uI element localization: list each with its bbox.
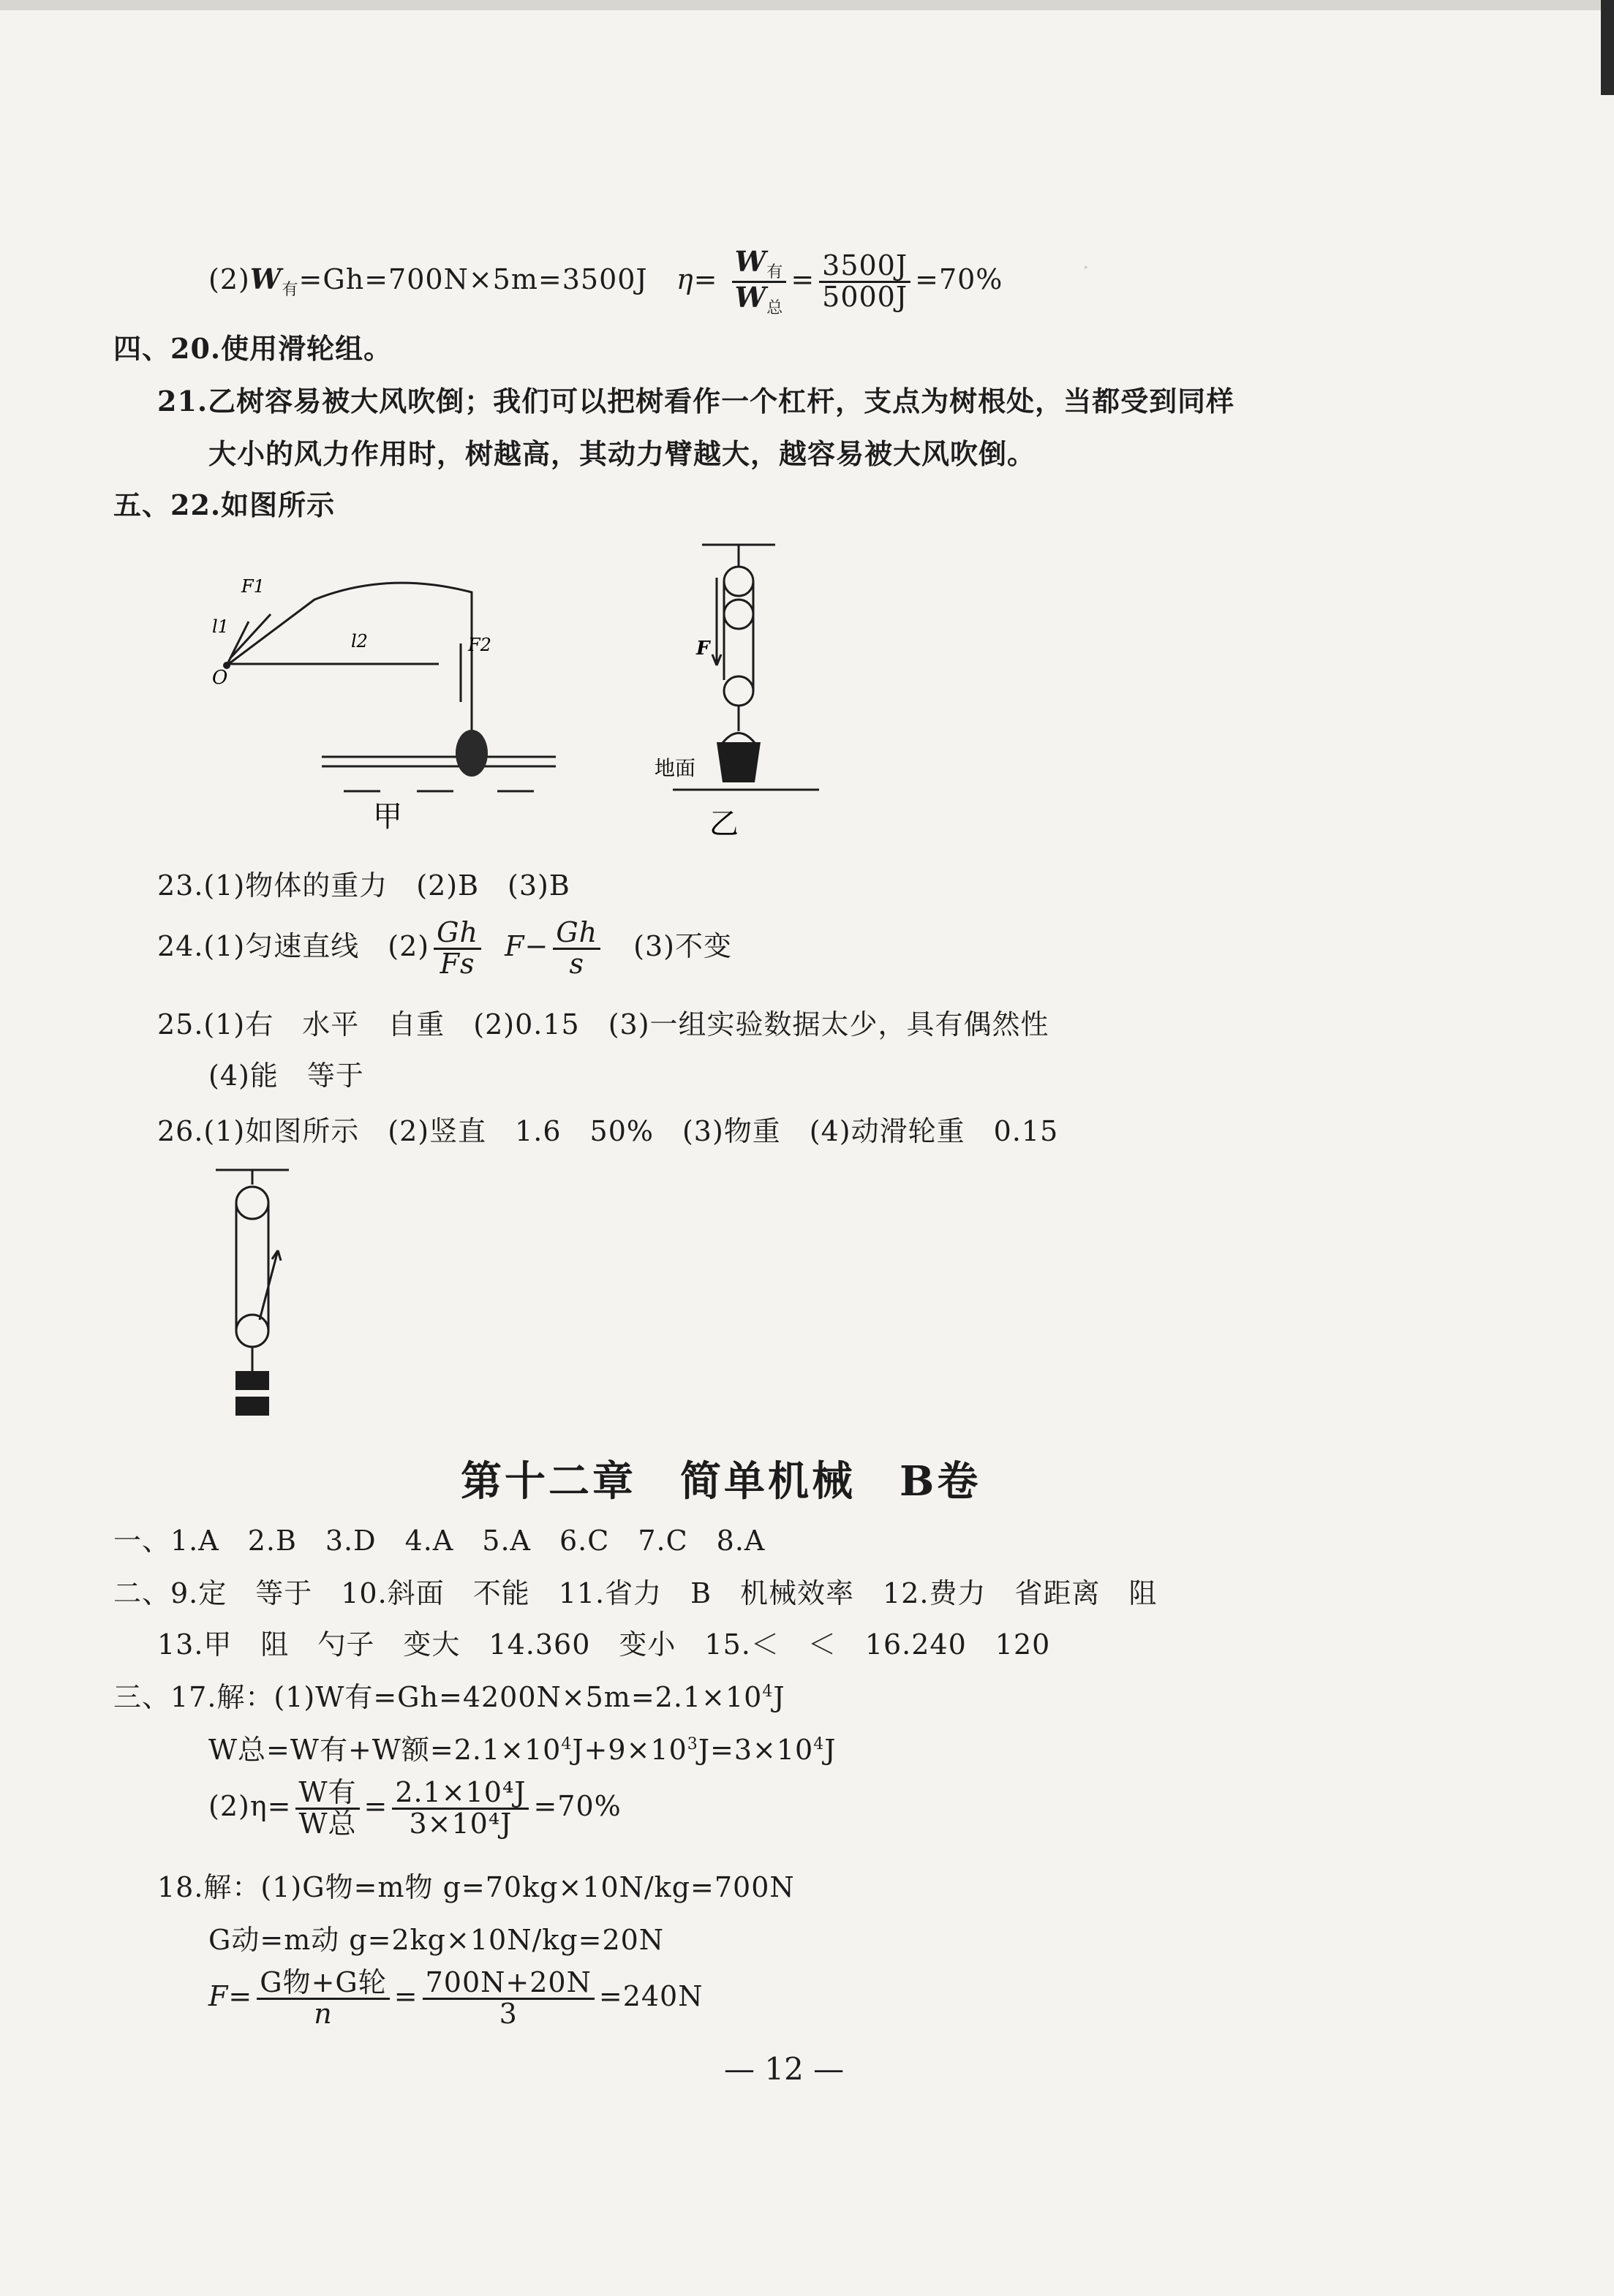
answer-24: 24.(1)匀速直线 (2) $\frac{Gh}{Fs}$ F− $\frac{Gh}{s}$ (3)不变 <box>157 916 732 980</box>
fixed-pulley <box>236 1187 268 1219</box>
fixed-pulley <box>724 567 753 596</box>
answer-26: 26.(1)如图所示 (2)竖直 1.6 50% (3)物重 (4)动滑轮重 0.15 <box>157 1115 1059 1147</box>
label-O: O <box>212 667 228 689</box>
answer-23: 23.(1)物体的重力 (2)B (3)B <box>157 869 570 902</box>
page-number: — 12 — <box>724 2051 845 2087</box>
bleed-through: . <box>1082 249 1090 274</box>
movable-pulley <box>724 676 753 706</box>
efficiency-fraction: $\frac{W_有}{W_总}$ <box>732 247 787 317</box>
answer-25-line2: (4)能 等于 <box>208 1060 364 1092</box>
weight-1 <box>235 1371 269 1390</box>
figure-26-pulley <box>205 1163 307 1440</box>
section-1: 一、1.A 2.B 3.D 4.A 5.A 6.C 7.C 8.A <box>113 1525 766 1557</box>
label-l1: l1 <box>212 616 229 637</box>
movable-pulley <box>236 1315 268 1347</box>
answer-21-line2: 大小的风力作用时，树越高，其动力臂越大，越容易被大风吹倒。 <box>208 437 1036 470</box>
answer-18-1: 18.解：(1)G物=m物 g=70kg×10N/kg=700N <box>157 1871 795 1903</box>
answer-19-2: $(2)W_有=Gh=700N\times 5m=3500J$ η= $\frac{W_有}{W_总}$ = $\frac{3500J}{5000J}$ =70% <box>208 245 1003 318</box>
section-2-line2: 13.甲 阻 勺子 变大 14.360 变小 15.＜ ＜ 16.240 120 <box>157 1628 1051 1661</box>
l1-arm <box>227 622 249 665</box>
answer-18-3: F= $\frac{\text{G物+G轮}}{n}$ = $\frac{700N+20N}{3}$ =240N <box>208 1966 704 2030</box>
arrow-r <box>278 1250 281 1261</box>
answer-20: 四、20.使用滑轮组。 <box>113 332 393 365</box>
figure-jia-lever <box>205 556 585 848</box>
answer-17-total: W总=W有+W额$=2.1\times 10^4J+9\times 10^3J=3\times 10^4J$ <box>208 1734 837 1766</box>
answer-17-1: 三、17.解：(1)W有$=Gh=4200N\times 5m=2.1\times 10^4J$ <box>113 1681 785 1713</box>
value-fraction: $\frac{3500J}{5000J}$ <box>819 252 910 312</box>
bucket <box>717 742 761 782</box>
answer-18-2: G动=m动 g=2kg×10N/kg=20N <box>208 1924 665 1956</box>
label-F2: F2 <box>468 635 491 655</box>
label-F: F <box>696 638 710 660</box>
scan-right-edge <box>1601 0 1614 95</box>
weight-2 <box>235 1397 269 1416</box>
answer-21-line1: 21.乙树容易被大风吹倒；我们可以把树看作一个杠杆，支点为树根处，当都受到同样 <box>157 385 1235 418</box>
section-2-line1: 二、9.定 等于 10.斜面 不能 11.省力 B 机械效率 12.费力 省距离 阻 <box>113 1577 1158 1609</box>
fixed-pulley-2 <box>724 600 753 629</box>
label-l2: l2 <box>351 631 368 652</box>
scan-top-edge <box>0 0 1614 10</box>
caption-yi: 乙 <box>709 807 739 841</box>
caption-jia: 甲 <box>373 800 402 834</box>
label-F1: F1 <box>241 576 265 597</box>
label-ground: 地面 <box>655 756 696 780</box>
answer-25-line1: 25.(1)右 水平 自重 (2)0.15 (3)一组实验数据太少，具有偶然性 <box>157 1008 1049 1041</box>
fish-icon <box>456 730 488 777</box>
answer-22: 五、22.如图所示 <box>113 488 336 521</box>
chapter-title: 第十二章 简单机械 B卷 <box>461 1457 981 1506</box>
figure-yi-pulley <box>644 534 834 856</box>
answer-17-2: (2)η= $\frac{\text{W有}}{\text{W总}}$ = $\frac{\text{2.1×10⁴J}}{\text{3×10⁴J}}$ =70% <box>208 1776 622 1840</box>
